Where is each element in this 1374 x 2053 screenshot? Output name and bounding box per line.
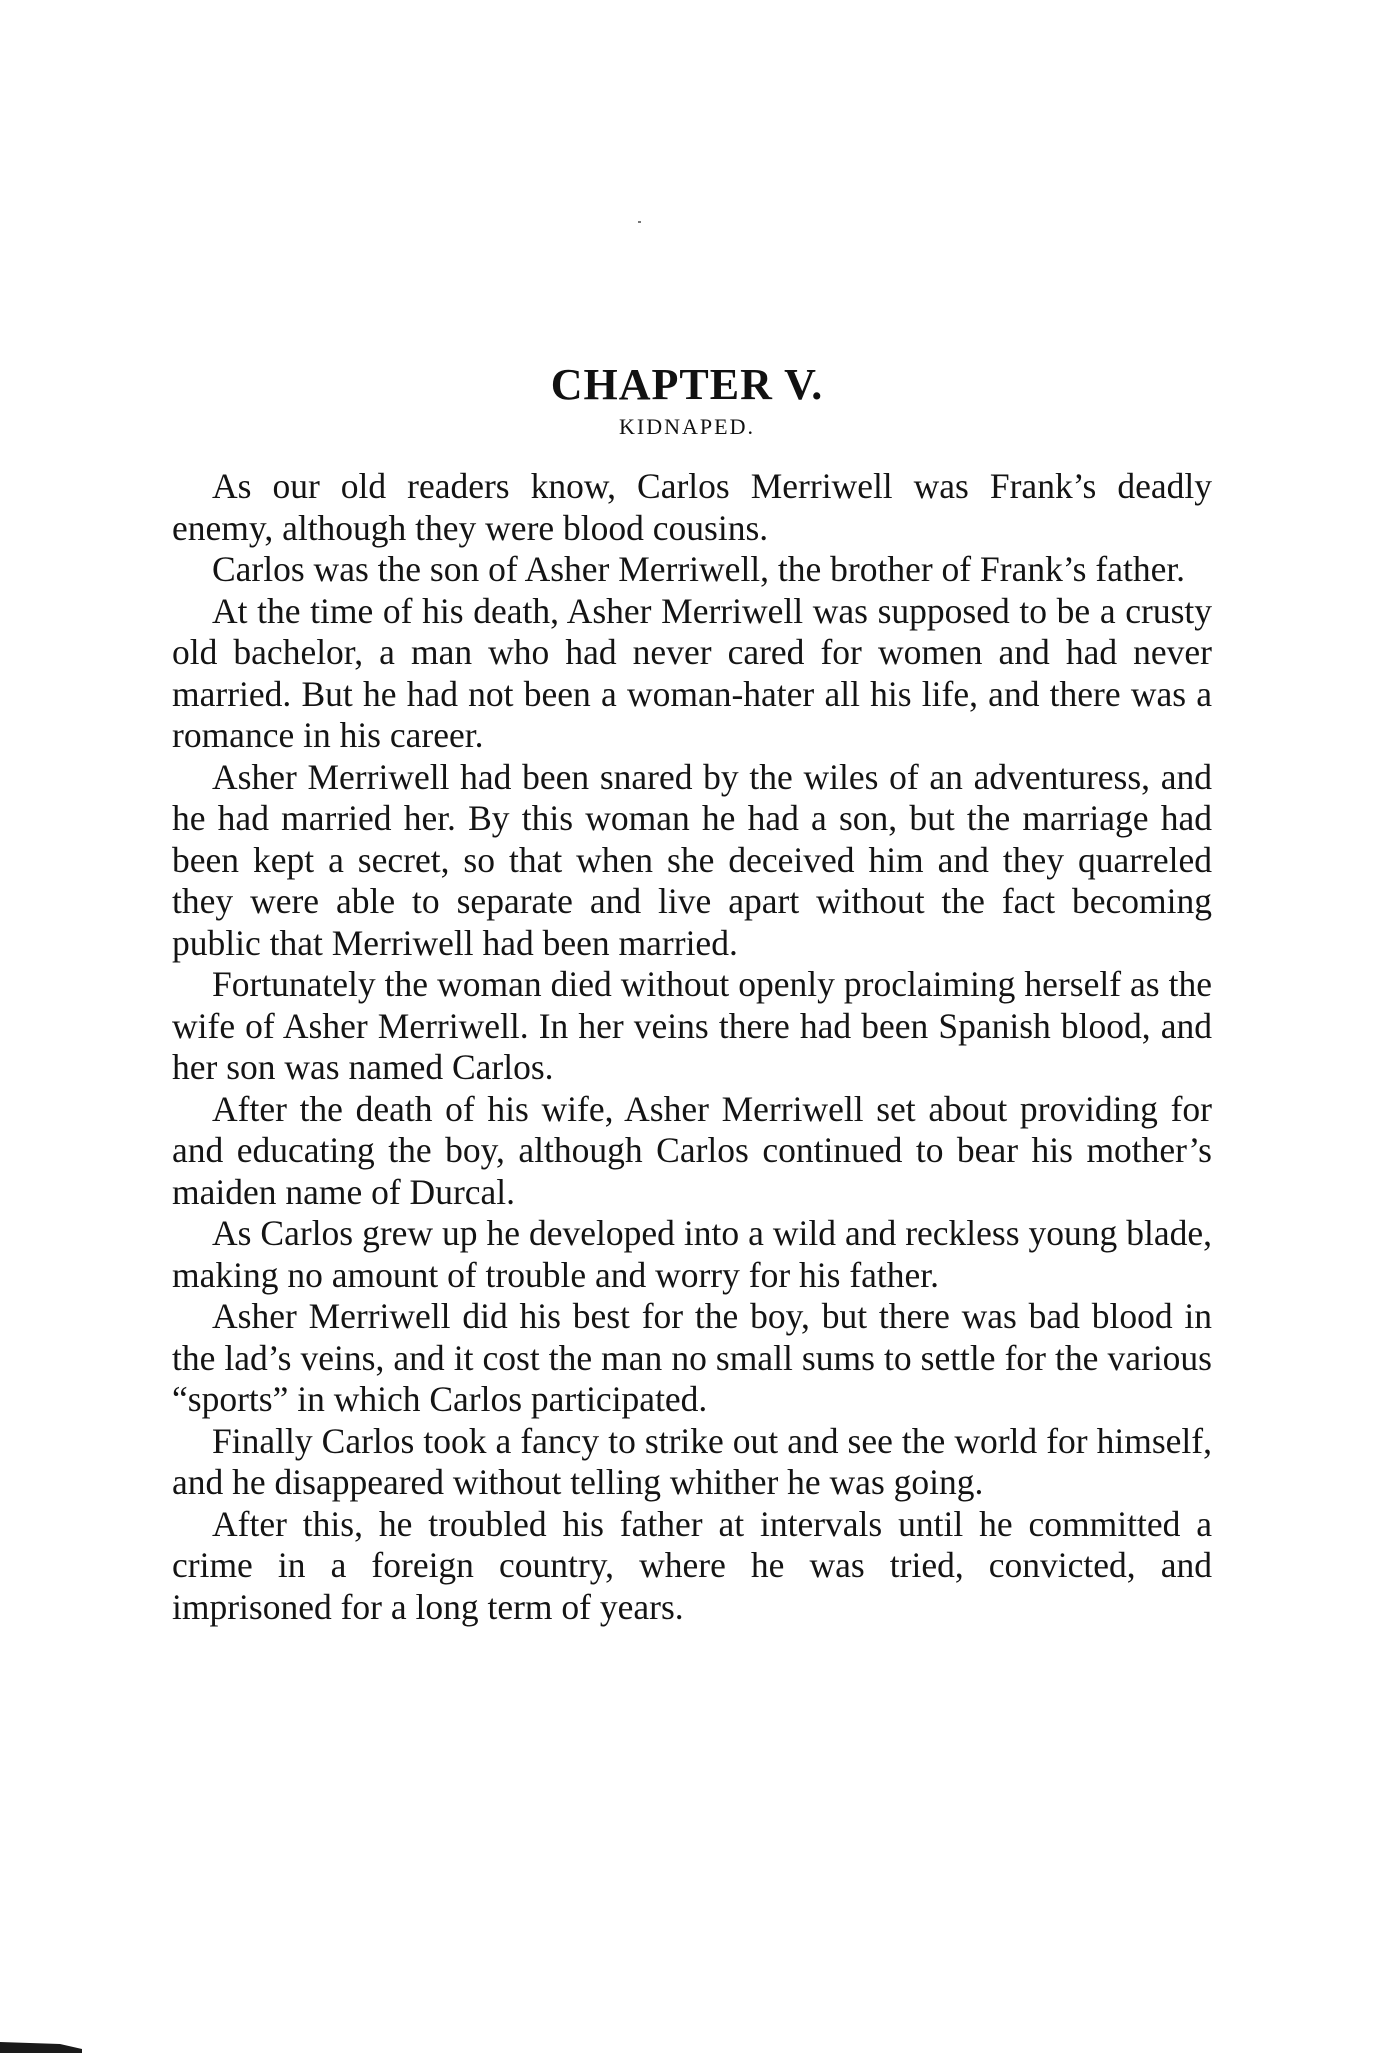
paragraph: Asher Merriwell did his best for the boy, but there was bad blood in the lad’s veins, and it cost the man no small sums to settle for the various “sports” in which Carlos participated.: [172, 1296, 1212, 1419]
paragraph: Carlos was the son of Asher Merriwell, the brother of Frank’s father.: [212, 549, 1186, 589]
paragraph: Fortunately the woman died without openly proclaiming herself as the wife of Asher Merriwell. In her veins there had been Spanish blood, and her son was named Carlos.: [172, 964, 1212, 1087]
chapter-subtitle: KIDNAPED.: [619, 414, 755, 439]
paragraph: At the time of his death, Asher Merriwell was supposed to be a crusty old bachelor, a man who had never cared for women and had never married. But he had not been a woman-hater all his life, and there was a romance in his career.: [172, 590, 1212, 755]
paragraph: After the death of his wife, Asher Merriwell set about providing for and educating the boy, although Carlos continued to bear his mother’s maiden name of Durcal.: [172, 1088, 1212, 1212]
paragraph: Asher Merriwell had been snared by the wiles of an adventuress, and he had married her. By this woman he had a son, but the marriage had been kept a secret, so that when she deceived him and they quarreled they were able to separate and live apart without the fact becoming public that Merriwell had been married.: [172, 756, 1212, 963]
print-speck: [638, 221, 641, 223]
paragraph: As Carlos grew up he developed into a wild and reckless young blade, making no amount of trouble and worry for his father.: [172, 1213, 1212, 1295]
paragraph: Finally Carlos took a fancy to strike out and see the world for himself, and he disappeared without telling whither he was going.: [172, 1420, 1212, 1502]
chapter-heading: CHAPTER V.: [550, 360, 824, 410]
paragraph: As our old readers know, Carlos Merriwell was Frank’s deadly enemy, although they were blood cousins.: [172, 466, 1212, 548]
scan-edge-mark: [0, 2038, 82, 2053]
chapter-body: [172, 466, 1212, 1628]
paragraph: After this, he troubled his father at intervals until he committed a crime in a foreign country, where he was tried, convicted, and imprisoned for a long term of years.: [172, 1503, 1212, 1627]
